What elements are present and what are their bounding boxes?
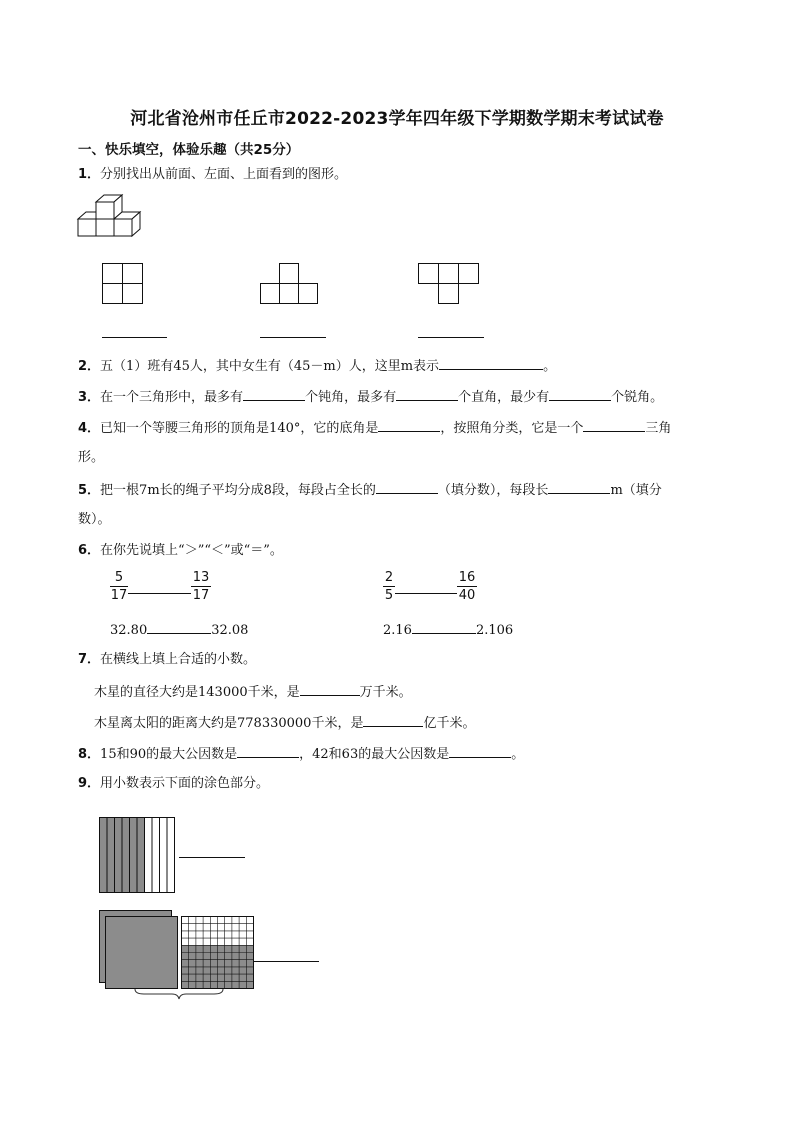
- answer-blank[interactable]: [439, 356, 543, 370]
- question-text: （填分数），每段长: [437, 483, 549, 498]
- fraction-2-5: [383, 570, 395, 603]
- question-5-continued: 数）。: [78, 512, 111, 527]
- decimal-value: 2.106: [475, 623, 514, 638]
- tenths-shaded-figure: [99, 817, 175, 893]
- question-text: 。: [511, 747, 525, 762]
- whole-square-figure: [99, 910, 179, 990]
- question-text: 分别找出从前面、左面、上面看到的图形。: [100, 167, 348, 182]
- question-4: [78, 418, 671, 438]
- answer-blank[interactable]: [396, 387, 458, 401]
- question-5: [78, 480, 662, 500]
- question-9: [78, 775, 269, 793]
- question-number: 5．: [78, 483, 101, 498]
- answer-line[interactable]: [253, 961, 319, 962]
- answer-blank[interactable]: [412, 620, 476, 634]
- question-number: 7．: [78, 652, 101, 667]
- question-text: 五（1）班有45人，其中女生有（45－m）人，这里m表示: [100, 359, 440, 374]
- answer-blank[interactable]: [549, 387, 611, 401]
- question-text: 在横线上填上合适的小数。: [100, 652, 257, 667]
- page-title: 河北省沧州市任丘市2022-2023学年四年级下学期数学期末考试试卷: [130, 109, 664, 129]
- decimal-value: 32.08: [211, 623, 249, 638]
- answer-blank[interactable]: [237, 744, 299, 758]
- question-text: 15和90的最大公因数是: [100, 747, 238, 762]
- question-text: 把一根7m长的绳子平均分成8段，每段占全长的: [100, 483, 376, 498]
- decimal-compare-1: [110, 620, 248, 640]
- question-text: m（填分: [610, 483, 662, 498]
- view-figure-b: [260, 263, 322, 307]
- question-text: 万千米。: [359, 685, 412, 700]
- question-text: 木星的直径大约是143000千米，是: [94, 685, 300, 700]
- cube-stack-figure: [76, 192, 146, 252]
- question-text: 三角: [645, 421, 672, 436]
- answer-blank[interactable]: [147, 620, 211, 634]
- numerator: 2: [384, 570, 394, 585]
- answer-blank[interactable]: [243, 387, 305, 401]
- question-7-line-1: [94, 682, 412, 702]
- question-number: 4．: [78, 421, 101, 436]
- answer-blank[interactable]: [548, 480, 610, 494]
- answer-blank[interactable]: [376, 480, 438, 494]
- denominator: 40: [458, 588, 476, 603]
- view-figure-a: [102, 263, 146, 307]
- question-text: 个锐角。: [611, 390, 664, 405]
- answer-line[interactable]: [418, 337, 484, 338]
- question-1: [78, 166, 347, 184]
- decimal-value: 32.80: [110, 623, 148, 638]
- question-number: 1．: [78, 167, 101, 182]
- question-number: 9．: [78, 776, 101, 791]
- numerator: 13: [192, 570, 210, 585]
- answer-line[interactable]: [395, 593, 457, 594]
- fraction-13-17: [191, 570, 211, 603]
- answer-line[interactable]: [179, 857, 245, 858]
- fraction-5-17: [110, 570, 128, 603]
- question-text: 个钝角，最多有: [305, 390, 397, 405]
- question-number: 6．: [78, 543, 101, 558]
- fraction-16-40: [457, 570, 477, 603]
- question-4-continued: 形。: [78, 450, 105, 465]
- answer-blank[interactable]: [378, 418, 440, 432]
- question-2: [78, 356, 556, 376]
- question-text: 在你先说填上“＞”“＜”或“＝”。: [100, 543, 283, 558]
- question-text: 用小数表示下面的涂色部分。: [100, 776, 270, 791]
- question-text: 木星离太阳的距离大约是778330000千米，是: [94, 716, 364, 731]
- question-number: 2．: [78, 359, 101, 374]
- decimal-value: 2.16: [383, 623, 412, 638]
- question-text: 亿千米。: [423, 716, 476, 731]
- answer-blank[interactable]: [300, 682, 360, 696]
- answer-blank[interactable]: [449, 744, 511, 758]
- question-number: 3．: [78, 390, 101, 405]
- answer-line[interactable]: [102, 337, 167, 338]
- denominator: 17: [110, 588, 128, 603]
- question-text: 已知一个等腰三角形的顶角是140°，它的底角是: [100, 421, 379, 436]
- question-text: 。: [543, 359, 557, 374]
- decimal-compare-2: [383, 620, 513, 640]
- question-text: 在一个三角形中，最多有: [100, 390, 244, 405]
- answer-blank[interactable]: [583, 418, 645, 432]
- brace-icon: [134, 988, 224, 1002]
- denominator: 17: [192, 588, 210, 603]
- denominator: 5: [384, 588, 394, 603]
- question-number: 8．: [78, 747, 101, 762]
- answer-line[interactable]: [260, 337, 326, 338]
- question-3: [78, 387, 663, 407]
- numerator: 16: [458, 570, 476, 585]
- question-text: ，42和63的最大公因数是: [299, 747, 450, 762]
- view-figure-c: [418, 263, 480, 307]
- question-text: ，按照角分类，它是一个: [440, 421, 584, 436]
- answer-blank[interactable]: [363, 713, 423, 727]
- question-6: [78, 542, 283, 560]
- section-heading: 一、快乐填空，体验乐趣（共25分）: [78, 142, 300, 158]
- answer-line[interactable]: [128, 593, 191, 594]
- question-8: [78, 744, 524, 764]
- hundredths-grid-figure: [181, 916, 255, 990]
- question-7: [78, 651, 256, 669]
- question-text: 个直角，最少有: [458, 390, 550, 405]
- numerator: 5: [114, 570, 124, 585]
- question-7-line-2: [94, 713, 475, 733]
